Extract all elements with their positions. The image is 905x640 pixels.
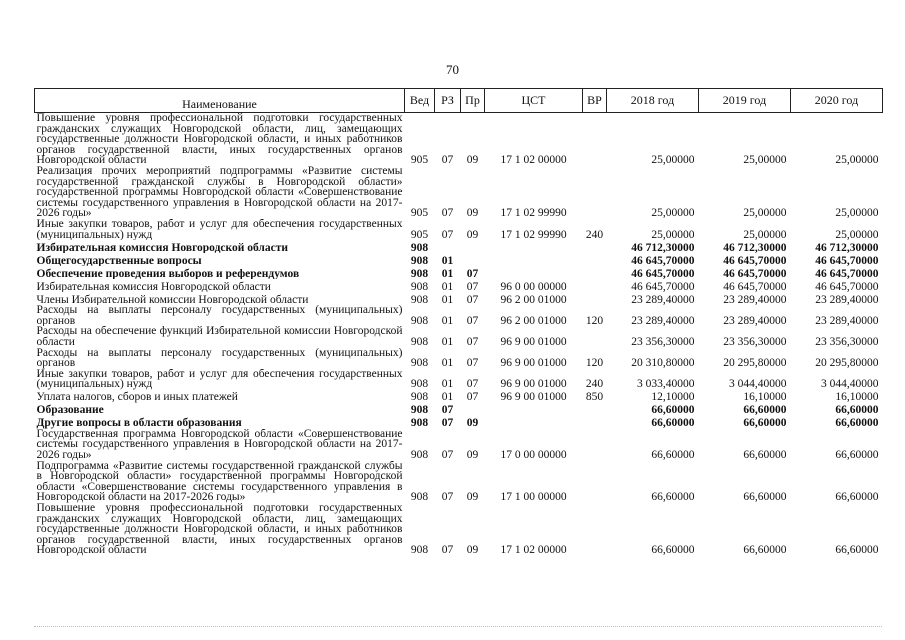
row-cst: 17 1 02 99990 [500, 207, 567, 219]
row-cst: 96 2 00 01000 [500, 293, 567, 306]
row-pr: 09 [466, 228, 479, 241]
row-amount-2020: 46 645,70000 [815, 254, 879, 267]
header-name: Наименование [35, 89, 405, 113]
row-amount-2018: 46 645,70000 [631, 280, 695, 293]
row-rz: 07 [441, 404, 454, 416]
row-pr: 09 [466, 207, 479, 219]
row-vr: 240 [585, 378, 604, 390]
row-ved: 905 [410, 154, 429, 166]
row-ved: 908 [410, 449, 429, 461]
row-ved: 908 [410, 335, 429, 348]
row-name: Образование [36, 404, 104, 416]
table-row [35, 461, 883, 503]
row-pr: 09 [466, 491, 479, 504]
row-rz [435, 240, 461, 253]
row-cst: 17 1 02 00000 [500, 544, 567, 556]
row-vr [583, 416, 607, 429]
row-pr: 09 [466, 449, 479, 461]
row-cst: 17 1 02 00000 [500, 154, 567, 166]
row-name: Расходы на обеспечение функций Избирательной комиссии Новгородской области [36, 326, 403, 348]
row-amount-2019: 20 295,80000 [723, 357, 787, 369]
row-amount-2018: 12,10000 [651, 391, 695, 403]
row-amount-2019: 66,60000 [743, 449, 787, 461]
table-row [35, 240, 883, 253]
row-amount-2018: 46 712,30000 [631, 241, 695, 254]
row-vr [583, 166, 607, 219]
row-amount-2019: 46 712,30000 [723, 241, 787, 254]
row-amount-2019: 46 645,70000 [723, 267, 787, 280]
row-amount-2019: 66,60000 [743, 491, 787, 504]
header-2020: 2020 год [791, 89, 883, 113]
row-ved: 908 [410, 378, 429, 390]
row-rz: 01 [441, 314, 454, 327]
row-name: Государственная программа Новгородской области «Совершенствование системы государственного управления в Новгородской области на 2017-2026 годы» [36, 428, 403, 461]
row-name: Общегосударственные вопросы [36, 254, 202, 267]
row-pr [461, 253, 485, 266]
row-name: Иные закупки товаров, работ и услуг для обеспечения государственных (муниципальных) нужд [36, 368, 403, 390]
table-row [35, 266, 883, 279]
row-name: Избирательная комиссия Новгородской области [36, 280, 271, 293]
row-cst [485, 403, 583, 416]
row-amount-2020: 46 712,30000 [815, 241, 879, 254]
footer-divider [34, 626, 882, 628]
table-row [35, 219, 883, 240]
row-cst: 96 0 00 00000 [500, 280, 567, 293]
table-row [35, 292, 883, 305]
row-name: Обеспечение проведения выборов и референдумов [36, 267, 300, 280]
row-cst: 96 9 00 01000 [500, 378, 567, 390]
table-header-row [35, 89, 883, 113]
table-row [35, 429, 883, 461]
row-ved: 908 [410, 417, 429, 429]
row-pr [461, 240, 485, 253]
row-ved: 908 [410, 293, 429, 306]
row-vr [583, 266, 607, 279]
row-vr [583, 503, 607, 556]
row-amount-2018: 25,00000 [651, 228, 695, 241]
row-ved: 908 [410, 254, 429, 267]
row-amount-2020: 66,60000 [835, 544, 879, 556]
table-row [35, 166, 883, 219]
header-2018: 2018 год [607, 89, 699, 113]
row-pr: 07 [466, 391, 479, 403]
row-cst [485, 253, 583, 266]
row-ved: 905 [410, 228, 429, 241]
row-amount-2018: 25,00000 [651, 207, 695, 219]
row-pr: 07 [466, 335, 479, 348]
row-cst: 96 9 00 01000 [500, 335, 567, 348]
row-amount-2019: 23 289,40000 [723, 314, 787, 327]
table-row [35, 369, 883, 390]
row-cst [485, 266, 583, 279]
table-row [35, 326, 883, 347]
header-ved: Вед [405, 89, 435, 113]
row-cst: 96 9 00 01000 [500, 391, 567, 403]
row-pr: 09 [466, 544, 479, 556]
row-amount-2020: 23 289,40000 [815, 293, 879, 306]
row-amount-2020: 25,00000 [835, 154, 879, 166]
row-ved: 905 [410, 207, 429, 219]
row-vr [583, 326, 607, 347]
row-amount-2018: 66,60000 [651, 491, 695, 504]
row-pr: 07 [466, 314, 479, 327]
row-pr: 07 [466, 378, 479, 390]
row-cst [485, 416, 583, 429]
table-row [35, 503, 883, 556]
row-vr: 120 [585, 357, 604, 369]
row-name: Повышение уровня профессиональной подготовки государственных гражданских служащих Новгородской области, лиц, замещающих государственные должности Новгородской области, и иных работников органов государственной власти, иных государственных органов Новгородской области [36, 503, 403, 556]
row-amount-2020: 20 295,80000 [815, 357, 879, 369]
row-rz: 01 [441, 267, 454, 280]
row-amount-2019: 3 044,40000 [729, 378, 787, 390]
row-pr: 07 [466, 357, 479, 369]
row-name: Реализация прочих мероприятий подпрограммы «Развитие системы государственной гражданской службы в Новгородской области» государственной программы Новгородской области «Совершенствование системы государственного управления в Новгородской области на 2017-2026 годы» [36, 165, 403, 219]
row-name: Повышение уровня профессиональной подготовки государственных гражданских служащих Новгородской области, лиц, замещающих государственные должности Новгородской области, и иных работников органов государственной власти, иных государственных органов Новгородской области [36, 112, 403, 166]
page-number: 70 [446, 62, 459, 77]
row-amount-2019: 66,60000 [743, 544, 787, 556]
row-rz: 01 [441, 335, 454, 348]
table-row [35, 305, 883, 326]
row-name: Расходы на выплаты персоналу государственных (муниципальных) органов [36, 305, 403, 327]
row-name: Избирательная комиссия Новгородской области [36, 241, 289, 254]
row-rz: 07 [441, 417, 454, 429]
header-rz: РЗ [435, 89, 461, 113]
row-amount-2020: 16,10000 [835, 391, 879, 403]
row-rz: 01 [441, 378, 454, 390]
row-amount-2020: 66,60000 [835, 491, 879, 504]
budget-table [34, 88, 883, 556]
row-amount-2020: 66,60000 [835, 417, 879, 429]
row-amount-2020: 23 289,40000 [815, 314, 879, 327]
row-vr [583, 429, 607, 461]
row-amount-2020: 66,60000 [835, 404, 879, 416]
row-amount-2019: 16,10000 [743, 391, 787, 403]
row-vr [583, 403, 607, 416]
row-rz: 01 [441, 293, 454, 306]
row-amount-2018: 46 645,70000 [631, 254, 695, 267]
row-vr [583, 461, 607, 503]
table-row [35, 390, 883, 403]
row-amount-2020: 25,00000 [835, 207, 879, 219]
row-amount-2019: 46 645,70000 [723, 280, 787, 293]
row-ved: 908 [410, 544, 429, 556]
header-vr: ВР [583, 89, 607, 113]
table-row [35, 113, 883, 166]
row-amount-2018: 23 289,40000 [631, 314, 695, 327]
table-row [35, 279, 883, 292]
row-ved: 908 [410, 314, 429, 327]
row-ved: 908 [410, 404, 429, 416]
table-row [35, 403, 883, 416]
row-rz: 07 [441, 449, 454, 461]
row-name: Расходы на выплаты персоналу государственных (муниципальных) органов [36, 347, 403, 369]
row-vr [583, 253, 607, 266]
row-pr: 07 [466, 293, 479, 306]
row-vr [583, 279, 607, 292]
row-cst: 17 1 02 99990 [500, 228, 567, 241]
row-name: Другие вопросы в области образования [36, 417, 242, 429]
row-amount-2018: 66,60000 [651, 449, 695, 461]
row-amount-2018: 23 289,40000 [631, 293, 695, 306]
row-rz: 01 [441, 280, 454, 293]
row-cst [485, 240, 583, 253]
row-amount-2020: 46 645,70000 [815, 267, 879, 280]
row-pr: 07 [466, 267, 479, 280]
row-amount-2020: 25,00000 [835, 228, 879, 241]
row-amount-2018: 20 310,80000 [631, 357, 695, 369]
row-ved: 908 [410, 241, 429, 254]
row-rz: 07 [441, 491, 454, 504]
row-ved: 908 [410, 280, 429, 293]
row-pr: 07 [466, 280, 479, 293]
row-rz: 01 [441, 357, 454, 369]
row-rz: 07 [441, 154, 454, 166]
row-amount-2018: 66,60000 [651, 544, 695, 556]
row-ved: 908 [410, 267, 429, 280]
row-amount-2020: 23 356,30000 [815, 335, 879, 348]
row-amount-2019: 46 645,70000 [723, 254, 787, 267]
row-amount-2019: 25,00000 [743, 154, 787, 166]
table-row [35, 416, 883, 429]
row-name: Члены Избирательной комиссии Новгородской области [36, 293, 309, 306]
table-row [35, 253, 883, 266]
row-vr: 240 [585, 228, 604, 241]
table-body [35, 113, 883, 557]
row-amount-2019: 66,60000 [743, 404, 787, 416]
row-cst: 17 1 00 00000 [500, 491, 567, 504]
row-amount-2018: 3 033,40000 [637, 378, 695, 390]
row-vr [583, 292, 607, 305]
row-rz: 01 [441, 254, 454, 267]
row-rz: 07 [441, 544, 454, 556]
row-vr: 850 [585, 391, 604, 403]
row-ved: 908 [410, 491, 429, 504]
row-rz: 01 [441, 391, 454, 403]
header-pr: Пр [461, 89, 485, 113]
row-vr [583, 113, 607, 166]
header-2019: 2019 год [699, 89, 791, 113]
row-amount-2018: 66,60000 [651, 404, 695, 416]
row-amount-2018: 66,60000 [651, 417, 695, 429]
row-ved: 908 [410, 391, 429, 403]
row-amount-2020: 66,60000 [835, 449, 879, 461]
row-rz: 07 [441, 228, 454, 241]
row-pr [461, 403, 485, 416]
row-amount-2019: 25,00000 [743, 207, 787, 219]
header-cst: ЦСТ [485, 89, 583, 113]
row-cst: 17 0 00 00000 [500, 449, 567, 461]
row-rz: 07 [441, 207, 454, 219]
row-amount-2020: 46 645,70000 [815, 280, 879, 293]
row-name: Подпрограмма «Развитие системы государственной гражданской службы в Новгородской области» государственной программы Новгородской области «Совершенствование системы государственного управления в Новгородской области на 2017-2026 годы» [36, 460, 403, 504]
row-pr: 09 [466, 417, 479, 429]
row-ved: 908 [410, 357, 429, 369]
row-vr: 120 [585, 314, 604, 327]
row-amount-2020: 3 044,40000 [821, 378, 879, 390]
row-name: Иные закупки товаров, работ и услуг для обеспечения государственных (муниципальных) нужд [36, 218, 403, 241]
row-pr: 09 [466, 154, 479, 166]
row-name: Уплата налогов, сборов и иных платежей [36, 391, 238, 403]
row-amount-2019: 25,00000 [743, 228, 787, 241]
row-amount-2018: 23 356,30000 [631, 335, 695, 348]
row-cst: 96 2 00 01000 [500, 314, 567, 327]
row-amount-2019: 66,60000 [743, 417, 787, 429]
row-amount-2018: 25,00000 [651, 154, 695, 166]
table-row [35, 348, 883, 369]
row-amount-2019: 23 289,40000 [723, 293, 787, 306]
row-amount-2018: 46 645,70000 [631, 267, 695, 280]
row-amount-2019: 23 356,30000 [723, 335, 787, 348]
row-cst: 96 9 00 01000 [500, 357, 567, 369]
row-vr [583, 240, 607, 253]
